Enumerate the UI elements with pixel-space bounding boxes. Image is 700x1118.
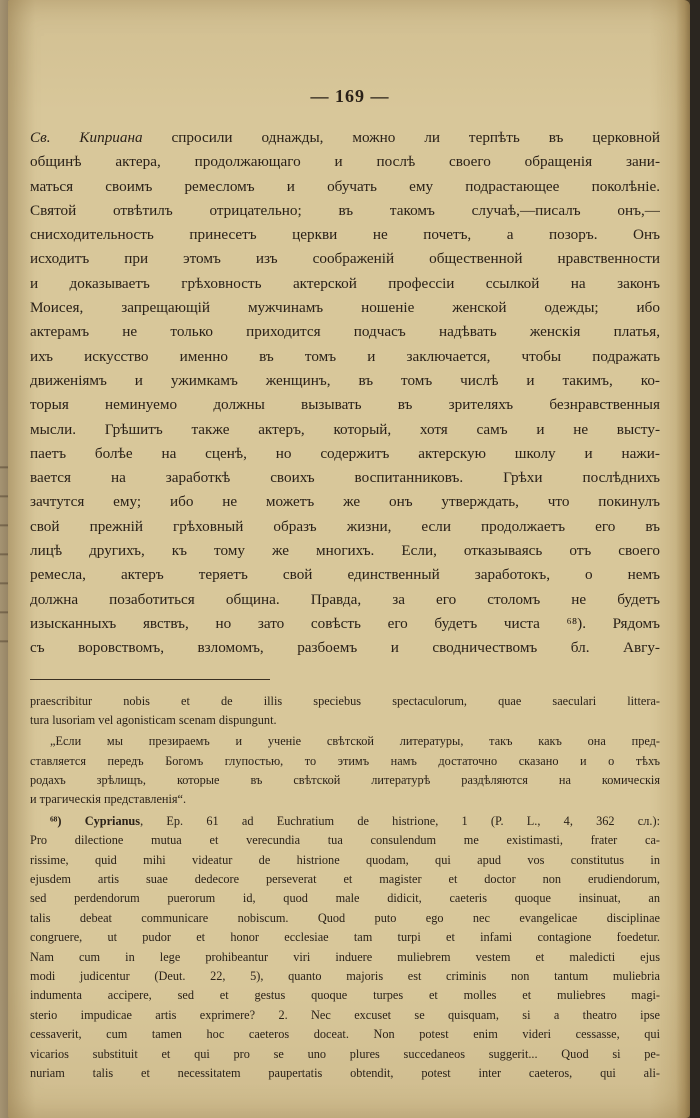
footnote-line: sed perdendorum puerorum id, quod male didicit, caeteris quoque insinuat, an [30,891,660,906]
main-text-line: Святой отвѣтилъ отрицательно; въ такомъ случаѣ,—писалъ онъ,— [30,201,660,219]
main-text-line: свой прежній грѣховный образъ жизни, если продолжаетъ его въ [30,517,660,535]
lead-italic-name: Св. Киприана [30,129,143,146]
main-text-line: изысканныхъ явствъ, но зато совѣсть его будетъ чиста ⁶⁸). Рядомъ [30,614,660,632]
footnote-line: „Если мы презираемъ и ученіе свѣтской литературы, такъ какъ она пред- [50,734,660,749]
footnote-line: congruere, ut pudor et honor ecclesiae tam turpi et infami contagione foedetur. [30,930,660,945]
footnote-line: Nam cum in lege prohibeantur viri induere muliebrem vestem et maledicti ejus [30,949,660,964]
page-content [30,86,660,1083]
book-page [8,0,690,1118]
footnote-line: sterio impudicae artis exprimere? 2. Nec excuset se quisquam, si a theatro ipse [30,1007,660,1022]
footnote-line: и трагическія представленія“. [30,792,187,807]
main-text-line: зачтутся ему; ибо не можетъ же онъ утверждать, что покинулъ [30,493,660,511]
footnote-reference-rest: , Ep. 61 ad Euchratium de histrione, 1 (P. L., 4, 362 сл.): [140,813,660,828]
footnote-line: ejusdem artis suae dedecore perseverat et magister et doctor non erudiendorum, [30,872,660,887]
main-text-line: снисходительность принесетъ церкви не почетъ, а позоръ. Онъ [30,226,660,244]
main-text-line: актерамъ не только приходится подчасъ надѣвать женскія платья, [30,323,660,341]
main-text-line: торыя неминуемо должны вызывать въ зрителяхъ безнравственныя [30,396,660,414]
footnote-reference-label: ⁶⁸) Cyprianus [50,813,141,828]
footnote-line: ставляется передъ Богомъ глупостью, то этимъ намъ достаточно сказано и о тѣхъ [30,753,660,768]
page-right-edge [676,0,690,1118]
main-text-line: общинѣ актера, продолжающаго и послѣ своего обращенія зани- [30,153,660,171]
footnote-line: cessaverit, cum tamen hoc caeteros doceat. Non potest enim videri cessasse, qui [30,1027,660,1042]
footnote-line: vicarios substituit et qui pro se uno plures succedaneos suggerit... Quod si pe- [30,1046,660,1061]
main-text-line: Моисея, запрещающій мужчинамъ ношеніе женской одежды; ибо [30,299,660,317]
footnote-line: родахъ зрѣлищъ, которые въ свѣтской литературѣ раздѣляются на комическія [30,773,660,788]
main-text-line: лицѣ другихъ, къ тому же многихъ. Если, отказываясь отъ своего [30,542,660,560]
footnote-reference-line [30,812,660,831]
main-text-line-0: спросили однажды, можно ли терпѣть въ церковной [142,129,660,146]
footnote-divider [30,679,270,680]
footnote-line: modi judicentur (Deut. 22, 5), quanto majoris est criminis non tantum muliebria [30,969,660,983]
page-number: — 169 — [310,86,390,106]
main-text-line: маться своимъ ремесломъ и обучать ему подрастающее поколѣніе. [30,177,660,195]
main-text-line: исходитъ при этомъ изъ соображеній общественной нравственности [30,250,660,268]
main-text-line [30,126,660,150]
main-text-line: движеніямъ и ужимкамъ женщинъ, въ томъ числѣ и такимъ, ко- [30,371,660,389]
footnote-line: Pro dilectione mutua et verecundia tua consulendum me existimasti, frater ca- [30,833,660,848]
main-text-line: должна позаботиться община. Правда, за его столомъ не будетъ [30,590,660,608]
footnote-line: praescribitur nobis et de illis speciebus spectaculorum, quae saeculari littera- [30,693,660,708]
footnote-line: talis debeat communicare nobiscum. Quod puto ego nec evangelicae disciplinae [30,910,660,925]
footnote-line: indumenta accipere, sed et gestus quoque turpes et molles et muliebres magi- [30,988,660,1003]
footnote-line: rissime, quid mihi videatur de histrione quodam, qui apud vos constitutus in [30,852,660,867]
main-text-line: мысли. Грѣшитъ также актеръ, который, хотя самъ и не высту- [30,420,660,438]
footnotes-block [30,692,660,1084]
footnote-line: tura lusoriam vel agonisticam scenam dispungunt. [30,712,277,727]
main-text-line: и доказываетъ грѣховность актерской профессіи ссылкой на законъ [30,274,660,292]
main-text-line: ремесла, актеръ теряетъ свой единственный заработокъ, о немъ [30,566,660,584]
footnote-line: nuriam talis et necessitatem paupertatis obtendit, potest inter caeteros, qui ali- [30,1065,660,1080]
main-text-line: паетъ болѣе на сценѣ, но содержитъ актерскую школу и нажи- [30,444,660,462]
main-text-line: съ воровствомъ, взломомъ, разбоемъ и сводничествомъ бл. Авгу- [30,639,660,657]
main-text-line: вается на заработкѣ своихъ воспитанниковъ. Грѣхи послѣднихъ [30,469,660,487]
main-text-block [30,126,660,661]
main-text-line: ихъ искусство именно въ томъ и заключается, чтобы подражать [30,347,660,365]
